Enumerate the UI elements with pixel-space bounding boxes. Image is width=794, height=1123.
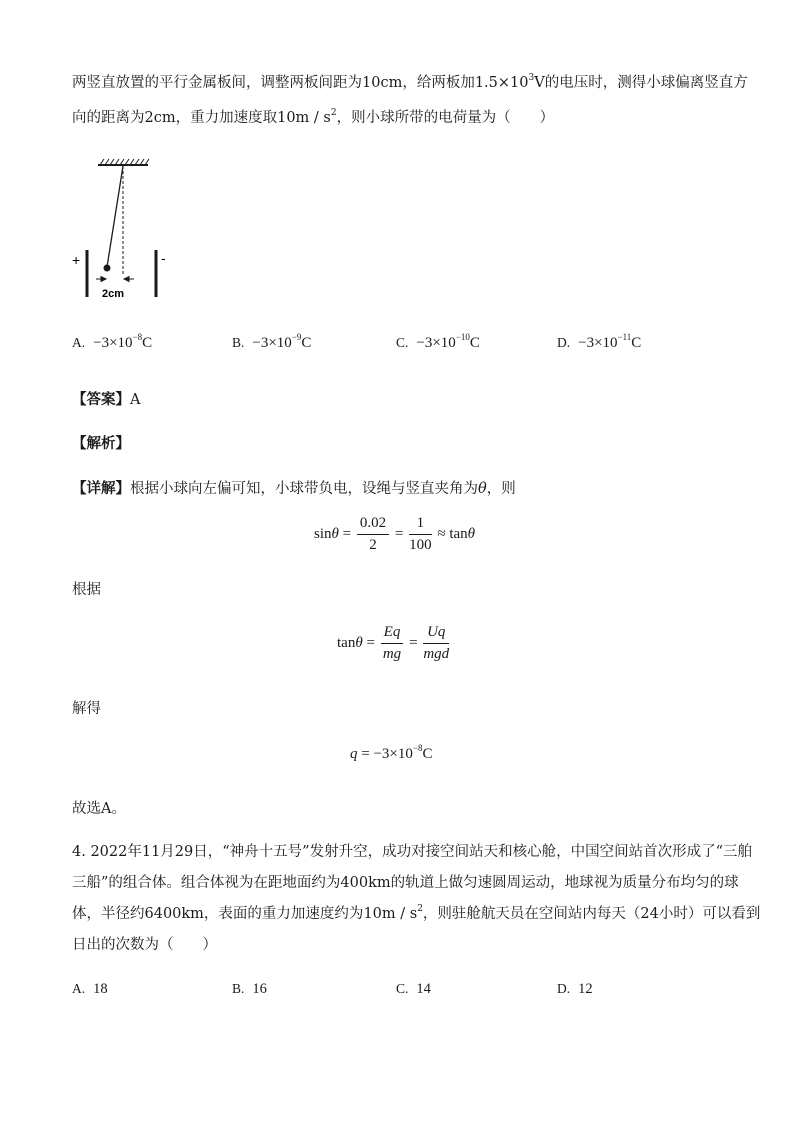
q3-option-b[interactable]: B. $-3\times 10^{-9}C$ — [232, 332, 312, 351]
pendulum-string — [107, 166, 123, 267]
distance-dimension — [96, 277, 134, 282]
fraction-002-over-2: $\frac{0.02}{2}$ — [357, 515, 389, 554]
detail-line: 【详解】根据小球向左偏可知，小球带负电，设绳与竖直夹角为θ，则 — [72, 480, 516, 497]
distance-label: 2cm — [102, 288, 125, 300]
fraction-uq-over-mgd: $\frac{Uq}{\text{mgd}}$ — [423, 624, 450, 662]
ceiling-support — [98, 159, 149, 165]
q4-text-line-1: 4. 2022年11月29日，“神舟十五号”发射升空，成功对接空间站天和核心舱，中国空间站首次形成了“三舶 — [72, 844, 752, 860]
q3-option-c[interactable]: C. $-3\times 10^{-10}C$ — [396, 332, 480, 351]
equation-q-result: $q = -3\times 10^{-8}C$ — [350, 743, 433, 762]
answer-line: 【答案】A — [72, 391, 141, 408]
q3-option-a[interactable]: A. $-3\times 10^{-8}C$ — [72, 332, 153, 351]
q4-option-c[interactable]: C. 14 — [396, 981, 431, 997]
plus-sign: + — [72, 252, 81, 268]
conclusion-line: 故选A。 — [72, 801, 126, 817]
analysis-heading: 【解析】 — [72, 435, 130, 452]
fraction-eq-over-mg: $\frac{Eq}{mg}$ — [381, 624, 404, 663]
equation-sin-theta: sinθ = $\frac{0.02}{2}$ = $\frac{1}{100}$ ≈ tanθ — [314, 515, 476, 553]
q3-text-line-1: 两竖直放置的平行金属板间，调整两板间距为10cm，给两板加$1.5\times 10^3V$的电压时，测得小球偏离竖直方 — [72, 73, 748, 91]
solve-label: 解得 — [72, 701, 101, 717]
q4-text-line-3: 体，半径约6400km，表面的重力加速度约为$10m / s^2$，则驻舱航天员在空间站内每天（24小时）可以看到 — [72, 904, 761, 922]
q4-option-a[interactable]: A. 18 — [72, 981, 108, 997]
basis-label: 根据 — [72, 582, 101, 598]
q4-option-b[interactable]: B. 16 — [232, 981, 267, 997]
fraction-1-over-100: $\frac{1}{100}$ — [409, 515, 432, 553]
pendulum-figure — [70, 155, 180, 305]
minus-sign: - — [161, 250, 166, 266]
q3-text-line-2: 向的距离为2cm，重力加速度取$10m / s^2$，则小球所带的电荷量为（ ） — [72, 108, 555, 126]
equation-tan-theta: tanθ = $\frac{Eq}{mg}$ = $\frac{Uq}{\text{mgd}}$ — [337, 624, 450, 662]
q4-text-line-2: 三船”的组合体。组合体视为在距地面约为400km的轨道上做匀速圆周运动，地球视为质量分布均匀的球 — [72, 875, 739, 891]
charged-ball — [104, 265, 111, 272]
q3-option-d[interactable]: D. $-3\times 10^{-11}C$ — [557, 332, 642, 351]
q4-text-line-4: 日出的次数为（ ） — [72, 937, 217, 953]
q4-option-d[interactable]: D. 12 — [557, 981, 593, 997]
